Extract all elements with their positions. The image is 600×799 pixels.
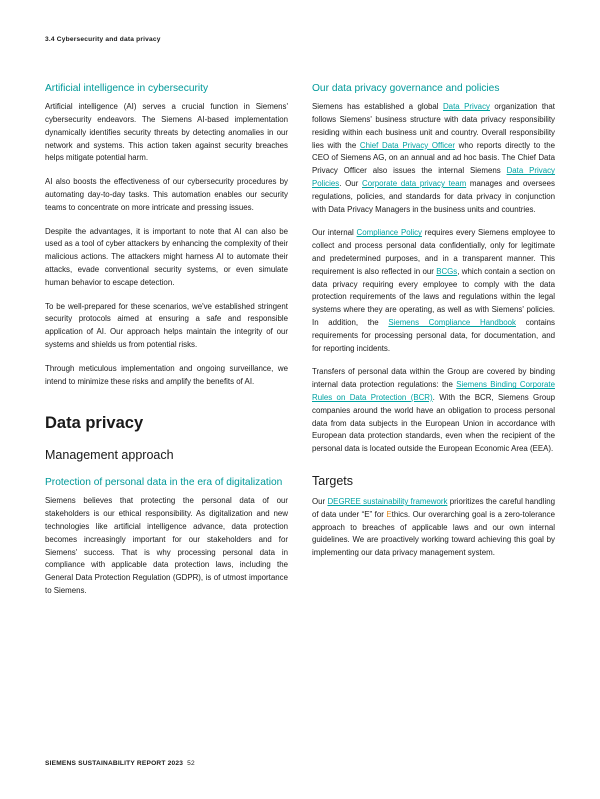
text-run: prioritizes the careful handling of data under “E” for [312, 496, 555, 519]
text-run: Our [312, 496, 328, 506]
paragraph: Artificial intelligence (AI) serves a crucial function in Siemens' cybersecurity endeavors. The Siemens AI-based implementation dynamically identifies security threats by detecting anomalies in our network and systems. This action taken against security breaches helps mitigate potential harm. [45, 102, 288, 163]
footer-report-title: SIEMENS SUSTAINABILITY REPORT 2023 [45, 760, 184, 767]
link-data-privacy[interactable]: Data Privacy [442, 102, 490, 112]
left-column [45, 82, 288, 598]
link-degree-sustainability-framework[interactable]: DEGREE sustainability framework [327, 496, 448, 506]
right-section-title: Our data privacy governance and policies [312, 83, 500, 94]
link-chief-data-privacy-officer[interactable]: Chief Data Privacy Officer [359, 140, 455, 150]
data-privacy-heading: Data privacy [45, 414, 144, 433]
text-run: , which contain a section on data privacy requiring every employee to comply with the data protection requirements of the laws and regulations within the legal systems where they are operating, as well as with Siemens' policies. In addition, the [312, 266, 555, 327]
link-corporate-data-privacy-team[interactable]: Corporate data privacy team [362, 179, 467, 189]
paragraph [312, 227, 555, 355]
link-siemens-bcr[interactable]: Siemens Binding Corporate Rules on Data Protection (BCR) [312, 380, 555, 402]
paragraph [312, 101, 555, 216]
ethics-initial: E [386, 509, 392, 519]
text-run: Our internal [312, 228, 357, 238]
two-column-body [45, 82, 555, 598]
text-run: requires every Siemens employee to collect and process personal data confidentially, only for legitimate and predetermined purposes, and in a transparent manner. This requirement is also reflected in our [312, 228, 556, 276]
paragraph: AI also boosts the effectiveness of our cybersecurity procedures by automating day-to-day tasks. This automation enables our security teams to concentrate on more intricate and pressing issues. [45, 177, 288, 212]
text-run: who reports directly to the CEO of Siemens AG, on an annual and ad hoc basis. The Chief Data Privacy Officer also issues the internal Siemens [312, 140, 555, 176]
paragraph: Through meticulous implementation and ongoing surveillance, we intend to minimize these risks and amplify the benefits of AI. [45, 363, 288, 386]
text-run: organization that follows Siemens' business structure with data privacy responsibility residing within each business unit and country. Overall responsibility lies with the [312, 102, 555, 150]
link-bcgs[interactable]: BCGs [436, 266, 458, 276]
footer-page-number: 52 [187, 760, 195, 767]
link-data-privacy-policies[interactable]: Data Privacy Policies [312, 166, 556, 189]
page-footer [45, 760, 195, 767]
text-run: thics. Our overarching goal is a zero-tolerance approach to breaches of applicable laws and our own internal guidelines. We are proactively working toward achieving this goal by implementing our data privacy management system. [312, 509, 555, 558]
page-header-breadcrumb: 3.4 Cybersecurity and data privacy [45, 36, 161, 43]
right-column [312, 82, 555, 598]
text-run: . With the BCR, Siemens Group companies around the world have an obligation to process personal data from data subjects in the European Union in accordance with European data protection standards, even when the recipient of the personal data is located outside the European Economic Area (EEA). [312, 392, 555, 454]
text-run: contains requirements for processing personal data, for documentation, and for reporting incidents. [312, 318, 555, 353]
left-section-title: Artificial intelligence in cybersecurity [45, 83, 209, 94]
text-run: Siemens has established a global [312, 102, 443, 112]
paragraph: Despite the advantages, it is important to note that AI can also be used as a tool of cyber attackers by enhancing the complexity of their malicious actions. The attackers might harness AI to automate their attacks, evade conventional security systems, or even simulate human behavior to escape detection. [45, 226, 288, 287]
protection-subheading: Protection of personal data in the era of digitalization [45, 477, 283, 489]
text-run: manages and oversees regulations, policies, and standards for data privacy in conjunction with Data Privacy Managers in the business units and countries. [312, 179, 555, 214]
targets-heading: Targets [312, 473, 353, 488]
text-run: Transfers of personal data within the Group are covered by binding internal data protection regulations: the [312, 367, 555, 390]
paragraph [312, 366, 555, 456]
paragraph: Siemens believes that protecting the personal data of our stakeholders is our ethical responsibility. As digitalization and new technologies like artificial intelligence advance, data protection becomes increasingly important for our stakeholders and for Siemens' success. That is why processing personal data in compliance with applicable data protection laws, including the General Data Protection Regulation (GDPR), is of utmost importance to Siemens. [45, 496, 288, 596]
link-compliance-policy[interactable]: Compliance Policy [356, 228, 422, 238]
text-run: . Our [339, 179, 362, 189]
paragraph: To be well-prepared for these scenarios, we've established stringent security protocols aimed at ensuring a safe and responsible application of AI. Our approach helps maintain the integrity of our systems and shields us from potential risks. [45, 301, 288, 349]
paragraph [312, 496, 555, 560]
management-approach-heading: Management approach [45, 448, 174, 463]
link-siemens-compliance-handbook[interactable]: Siemens Compliance Handbook [388, 318, 516, 327]
